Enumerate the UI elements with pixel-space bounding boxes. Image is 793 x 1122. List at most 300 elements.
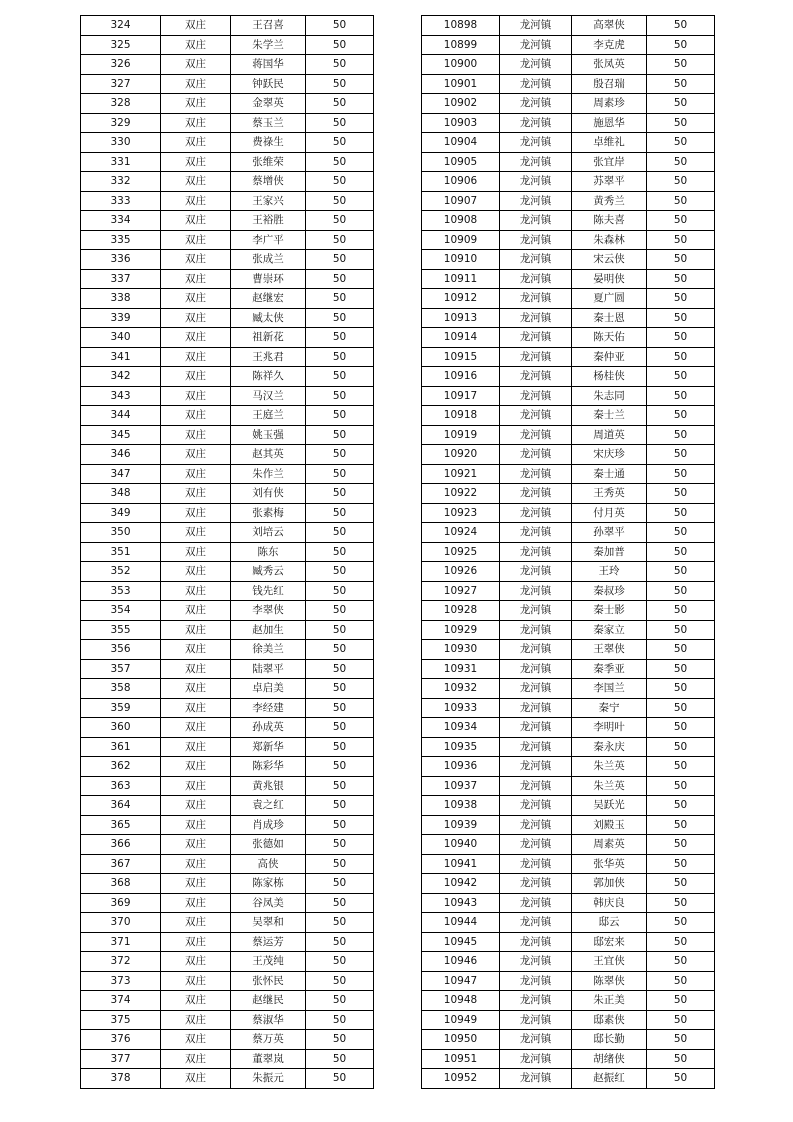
table-row (422, 659, 715, 679)
name-cell: 陈祥久 (231, 367, 306, 387)
table-row (81, 152, 374, 172)
name-cell: 王裕胜 (231, 211, 306, 231)
amount-cell: 50 (647, 659, 715, 679)
township-cell: 龙河镇 (500, 581, 572, 601)
table-row (422, 991, 715, 1011)
township-cell: 龙河镇 (500, 328, 572, 348)
row-number-cell: 373 (81, 971, 161, 991)
township-cell: 双庄 (161, 991, 231, 1011)
row-number-cell: 10911 (422, 269, 500, 289)
table-row (81, 640, 374, 660)
row-number-cell: 10915 (422, 347, 500, 367)
row-number-cell: 372 (81, 952, 161, 972)
township-cell: 双庄 (161, 172, 231, 192)
row-number-cell: 10900 (422, 55, 500, 75)
table-row (422, 74, 715, 94)
row-number-cell: 10913 (422, 308, 500, 328)
table-row (81, 347, 374, 367)
table-row (422, 445, 715, 465)
township-cell: 双庄 (161, 620, 231, 640)
table-row (81, 94, 374, 114)
name-cell: 陆翠平 (231, 659, 306, 679)
row-number-cell: 363 (81, 776, 161, 796)
name-cell: 施恩华 (572, 113, 647, 133)
amount-cell: 50 (647, 191, 715, 211)
row-number-cell: 10906 (422, 172, 500, 192)
amount-cell: 50 (306, 1010, 374, 1030)
amount-cell: 50 (647, 913, 715, 933)
township-cell: 龙河镇 (500, 113, 572, 133)
table-row (81, 620, 374, 640)
row-number-cell: 10924 (422, 523, 500, 543)
township-cell: 双庄 (161, 1010, 231, 1030)
township-cell: 双庄 (161, 698, 231, 718)
township-cell: 龙河镇 (500, 952, 572, 972)
name-cell: 晏明侠 (572, 269, 647, 289)
amount-cell: 50 (647, 464, 715, 484)
table-row (81, 308, 374, 328)
name-cell: 张怀民 (231, 971, 306, 991)
township-cell: 双庄 (161, 1030, 231, 1050)
name-cell: 朱兰英 (572, 776, 647, 796)
table-row (422, 737, 715, 757)
row-number-cell: 329 (81, 113, 161, 133)
amount-cell: 50 (647, 425, 715, 445)
township-cell: 双庄 (161, 952, 231, 972)
table-row (422, 854, 715, 874)
township-cell: 双庄 (161, 16, 231, 36)
name-cell: 秦士通 (572, 464, 647, 484)
name-cell: 钟跃民 (231, 74, 306, 94)
row-number-cell: 378 (81, 1069, 161, 1089)
table-row (81, 191, 374, 211)
township-cell: 龙河镇 (500, 601, 572, 621)
row-number-cell: 10914 (422, 328, 500, 348)
table-row (422, 94, 715, 114)
name-cell: 黄秀兰 (572, 191, 647, 211)
table-row (422, 386, 715, 406)
name-cell: 朱振元 (231, 1069, 306, 1089)
table-row (422, 757, 715, 777)
amount-cell: 50 (647, 1049, 715, 1069)
row-number-cell: 345 (81, 425, 161, 445)
table-row (81, 133, 374, 153)
table-row (422, 620, 715, 640)
amount-cell: 50 (647, 94, 715, 114)
amount-cell: 50 (647, 503, 715, 523)
row-number-cell: 339 (81, 308, 161, 328)
township-cell: 龙河镇 (500, 367, 572, 387)
row-number-cell: 358 (81, 679, 161, 699)
table-row (422, 211, 715, 231)
row-number-cell: 10939 (422, 815, 500, 835)
name-cell: 秦永庆 (572, 737, 647, 757)
amount-cell: 50 (306, 1049, 374, 1069)
township-cell: 双庄 (161, 347, 231, 367)
table-row (422, 16, 715, 36)
name-cell: 陈翠侠 (572, 971, 647, 991)
name-cell: 臧太侠 (231, 308, 306, 328)
township-cell: 双庄 (161, 757, 231, 777)
amount-cell: 50 (647, 640, 715, 660)
amount-cell: 50 (647, 835, 715, 855)
name-cell: 秦士恩 (572, 308, 647, 328)
township-cell: 龙河镇 (500, 874, 572, 894)
name-cell: 蔡运芳 (231, 932, 306, 952)
township-cell: 龙河镇 (500, 1069, 572, 1089)
township-cell: 龙河镇 (500, 289, 572, 309)
amount-cell: 50 (647, 776, 715, 796)
amount-cell: 50 (306, 269, 374, 289)
name-cell: 张素梅 (231, 503, 306, 523)
amount-cell: 50 (647, 542, 715, 562)
name-cell: 卓启美 (231, 679, 306, 699)
row-number-cell: 10932 (422, 679, 500, 699)
name-cell: 陈彩华 (231, 757, 306, 777)
township-cell: 龙河镇 (500, 659, 572, 679)
amount-cell: 50 (647, 172, 715, 192)
row-number-cell: 10943 (422, 893, 500, 913)
name-cell: 王秀英 (572, 484, 647, 504)
table-row (81, 854, 374, 874)
row-number-cell: 359 (81, 698, 161, 718)
row-number-cell: 10946 (422, 952, 500, 972)
amount-cell: 50 (647, 523, 715, 543)
name-cell: 赵继宏 (231, 289, 306, 309)
row-number-cell: 350 (81, 523, 161, 543)
table-row (422, 191, 715, 211)
row-number-cell: 10931 (422, 659, 500, 679)
amount-cell: 50 (647, 1010, 715, 1030)
table-row (81, 445, 374, 465)
row-number-cell: 10944 (422, 913, 500, 933)
row-number-cell: 10923 (422, 503, 500, 523)
roster-table-left-body (81, 16, 374, 1089)
name-cell: 李翠侠 (231, 601, 306, 621)
amount-cell: 50 (306, 815, 374, 835)
name-cell: 杨桂侠 (572, 367, 647, 387)
name-cell: 刘有侠 (231, 484, 306, 504)
township-cell: 双庄 (161, 1049, 231, 1069)
table-row (81, 74, 374, 94)
name-cell: 蔡淑华 (231, 1010, 306, 1030)
table-row (422, 971, 715, 991)
amount-cell: 50 (306, 367, 374, 387)
table-row (81, 776, 374, 796)
amount-cell: 50 (306, 55, 374, 75)
name-cell: 姚玉强 (231, 425, 306, 445)
row-number-cell: 10938 (422, 796, 500, 816)
amount-cell: 50 (306, 250, 374, 270)
row-number-cell: 353 (81, 581, 161, 601)
township-cell: 龙河镇 (500, 1049, 572, 1069)
name-cell: 秦士兰 (572, 406, 647, 426)
township-cell: 龙河镇 (500, 1030, 572, 1050)
township-cell: 双庄 (161, 874, 231, 894)
table-row (81, 230, 374, 250)
name-cell: 高侠 (231, 854, 306, 874)
township-cell: 双庄 (161, 250, 231, 270)
name-cell: 陈夫喜 (572, 211, 647, 231)
table-row (81, 484, 374, 504)
table-row (81, 1049, 374, 1069)
name-cell: 秦加普 (572, 542, 647, 562)
township-cell: 双庄 (161, 211, 231, 231)
amount-cell: 50 (306, 776, 374, 796)
amount-cell: 50 (306, 425, 374, 445)
name-cell: 费祿生 (231, 133, 306, 153)
row-number-cell: 352 (81, 562, 161, 582)
name-cell: 赵加生 (231, 620, 306, 640)
township-cell: 双庄 (161, 913, 231, 933)
table-row (81, 796, 374, 816)
name-cell: 肖成珍 (231, 815, 306, 835)
amount-cell: 50 (306, 835, 374, 855)
name-cell: 吴跃光 (572, 796, 647, 816)
table-row (81, 815, 374, 835)
name-cell: 邸宏来 (572, 932, 647, 952)
amount-cell: 50 (647, 445, 715, 465)
amount-cell: 50 (306, 16, 374, 36)
name-cell: 蔡增侠 (231, 172, 306, 192)
row-number-cell: 362 (81, 757, 161, 777)
table-row (422, 893, 715, 913)
amount-cell: 50 (306, 94, 374, 114)
table-row (81, 1030, 374, 1050)
township-cell: 龙河镇 (500, 16, 572, 36)
row-number-cell: 370 (81, 913, 161, 933)
township-cell: 双庄 (161, 679, 231, 699)
township-cell: 龙河镇 (500, 464, 572, 484)
row-number-cell: 10903 (422, 113, 500, 133)
table-row (422, 718, 715, 738)
name-cell: 蔡玉兰 (231, 113, 306, 133)
township-cell: 龙河镇 (500, 542, 572, 562)
name-cell: 周素珍 (572, 94, 647, 114)
amount-cell: 50 (306, 211, 374, 231)
row-number-cell: 10918 (422, 406, 500, 426)
amount-cell: 50 (647, 133, 715, 153)
row-number-cell: 376 (81, 1030, 161, 1050)
table-row (81, 698, 374, 718)
row-number-cell: 344 (81, 406, 161, 426)
township-cell: 龙河镇 (500, 718, 572, 738)
amount-cell: 50 (647, 367, 715, 387)
table-row (422, 542, 715, 562)
name-cell: 李经建 (231, 698, 306, 718)
township-cell: 双庄 (161, 133, 231, 153)
row-number-cell: 340 (81, 328, 161, 348)
township-cell: 双庄 (161, 503, 231, 523)
table-row (81, 211, 374, 231)
amount-cell: 50 (647, 55, 715, 75)
row-number-cell: 366 (81, 835, 161, 855)
table-row (81, 328, 374, 348)
township-cell: 龙河镇 (500, 835, 572, 855)
table-row (422, 835, 715, 855)
name-cell: 马汉兰 (231, 386, 306, 406)
township-cell: 龙河镇 (500, 991, 572, 1011)
name-cell: 曹崇环 (231, 269, 306, 289)
name-cell: 赵其英 (231, 445, 306, 465)
name-cell: 赵振红 (572, 1069, 647, 1089)
row-number-cell: 351 (81, 542, 161, 562)
row-number-cell: 10904 (422, 133, 500, 153)
name-cell: 邸长勤 (572, 1030, 647, 1050)
township-cell: 双庄 (161, 191, 231, 211)
amount-cell: 50 (647, 269, 715, 289)
name-cell: 宋庆珍 (572, 445, 647, 465)
table-row (81, 35, 374, 55)
amount-cell: 50 (647, 854, 715, 874)
row-number-cell: 325 (81, 35, 161, 55)
township-cell: 龙河镇 (500, 269, 572, 289)
name-cell: 李克虎 (572, 35, 647, 55)
name-cell: 朱森林 (572, 230, 647, 250)
row-number-cell: 356 (81, 640, 161, 660)
township-cell: 双庄 (161, 445, 231, 465)
name-cell: 张华英 (572, 854, 647, 874)
township-cell: 龙河镇 (500, 133, 572, 153)
row-number-cell: 10917 (422, 386, 500, 406)
name-cell: 陈家栋 (231, 874, 306, 894)
name-cell: 黄兆银 (231, 776, 306, 796)
township-cell: 双庄 (161, 367, 231, 387)
amount-cell: 50 (306, 757, 374, 777)
amount-cell: 50 (647, 1030, 715, 1050)
amount-cell: 50 (647, 562, 715, 582)
table-row (422, 367, 715, 387)
township-cell: 双庄 (161, 484, 231, 504)
table-row (422, 55, 715, 75)
name-cell: 宋云侠 (572, 250, 647, 270)
amount-cell: 50 (647, 815, 715, 835)
amount-cell: 50 (647, 16, 715, 36)
table-row (422, 269, 715, 289)
table-row (81, 503, 374, 523)
row-number-cell: 10926 (422, 562, 500, 582)
row-number-cell: 364 (81, 796, 161, 816)
row-number-cell: 332 (81, 172, 161, 192)
row-number-cell: 10936 (422, 757, 500, 777)
name-cell: 李国兰 (572, 679, 647, 699)
name-cell: 付月英 (572, 503, 647, 523)
name-cell: 张德如 (231, 835, 306, 855)
row-number-cell: 328 (81, 94, 161, 114)
name-cell: 张凤英 (572, 55, 647, 75)
township-cell: 龙河镇 (500, 445, 572, 465)
township-cell: 龙河镇 (500, 796, 572, 816)
township-cell: 龙河镇 (500, 74, 572, 94)
township-cell: 双庄 (161, 425, 231, 445)
township-cell: 龙河镇 (500, 425, 572, 445)
amount-cell: 50 (306, 542, 374, 562)
row-number-cell: 10920 (422, 445, 500, 465)
township-cell: 双庄 (161, 601, 231, 621)
township-cell: 双庄 (161, 94, 231, 114)
amount-cell: 50 (647, 113, 715, 133)
township-cell: 双庄 (161, 893, 231, 913)
row-number-cell: 10899 (422, 35, 500, 55)
table-row (81, 523, 374, 543)
table-row (422, 523, 715, 543)
row-number-cell: 368 (81, 874, 161, 894)
township-cell: 双庄 (161, 854, 231, 874)
table-row (81, 367, 374, 387)
table-row (81, 113, 374, 133)
table-row (81, 386, 374, 406)
name-cell: 高翠侠 (572, 16, 647, 36)
name-cell: 朱志同 (572, 386, 647, 406)
table-row (81, 542, 374, 562)
row-number-cell: 341 (81, 347, 161, 367)
township-cell: 龙河镇 (500, 386, 572, 406)
table-row (422, 640, 715, 660)
table-row (81, 406, 374, 426)
township-cell: 双庄 (161, 464, 231, 484)
row-number-cell: 348 (81, 484, 161, 504)
table-row (81, 581, 374, 601)
amount-cell: 50 (647, 152, 715, 172)
amount-cell: 50 (306, 971, 374, 991)
name-cell: 秦宁 (572, 698, 647, 718)
township-cell: 双庄 (161, 932, 231, 952)
row-number-cell: 371 (81, 932, 161, 952)
amount-cell: 50 (306, 152, 374, 172)
row-number-cell: 331 (81, 152, 161, 172)
name-cell: 张成兰 (231, 250, 306, 270)
township-cell: 双庄 (161, 542, 231, 562)
table-row (422, 913, 715, 933)
amount-cell: 50 (647, 718, 715, 738)
township-cell: 龙河镇 (500, 191, 572, 211)
name-cell: 钱先红 (231, 581, 306, 601)
table-row (422, 815, 715, 835)
amount-cell: 50 (647, 757, 715, 777)
township-cell: 龙河镇 (500, 913, 572, 933)
amount-cell: 50 (306, 35, 374, 55)
amount-cell: 50 (306, 1069, 374, 1089)
row-number-cell: 355 (81, 620, 161, 640)
table-row (81, 952, 374, 972)
name-cell: 王茂纯 (231, 952, 306, 972)
row-number-cell: 337 (81, 269, 161, 289)
name-cell: 朱兰英 (572, 757, 647, 777)
amount-cell: 50 (647, 620, 715, 640)
table-row (422, 874, 715, 894)
row-number-cell: 10907 (422, 191, 500, 211)
row-number-cell: 10950 (422, 1030, 500, 1050)
township-cell: 双庄 (161, 269, 231, 289)
table-row (81, 679, 374, 699)
amount-cell: 50 (647, 74, 715, 94)
table-row (422, 347, 715, 367)
row-number-cell: 338 (81, 289, 161, 309)
township-cell: 双庄 (161, 328, 231, 348)
amount-cell: 50 (306, 133, 374, 153)
name-cell: 王召喜 (231, 16, 306, 36)
name-cell: 韩庆良 (572, 893, 647, 913)
amount-cell: 50 (306, 659, 374, 679)
amount-cell: 50 (647, 952, 715, 972)
table-row (422, 406, 715, 426)
table-row (422, 952, 715, 972)
township-cell: 双庄 (161, 1069, 231, 1089)
table-row (422, 1069, 715, 1089)
township-cell: 龙河镇 (500, 347, 572, 367)
row-number-cell: 10905 (422, 152, 500, 172)
name-cell: 王玲 (572, 562, 647, 582)
